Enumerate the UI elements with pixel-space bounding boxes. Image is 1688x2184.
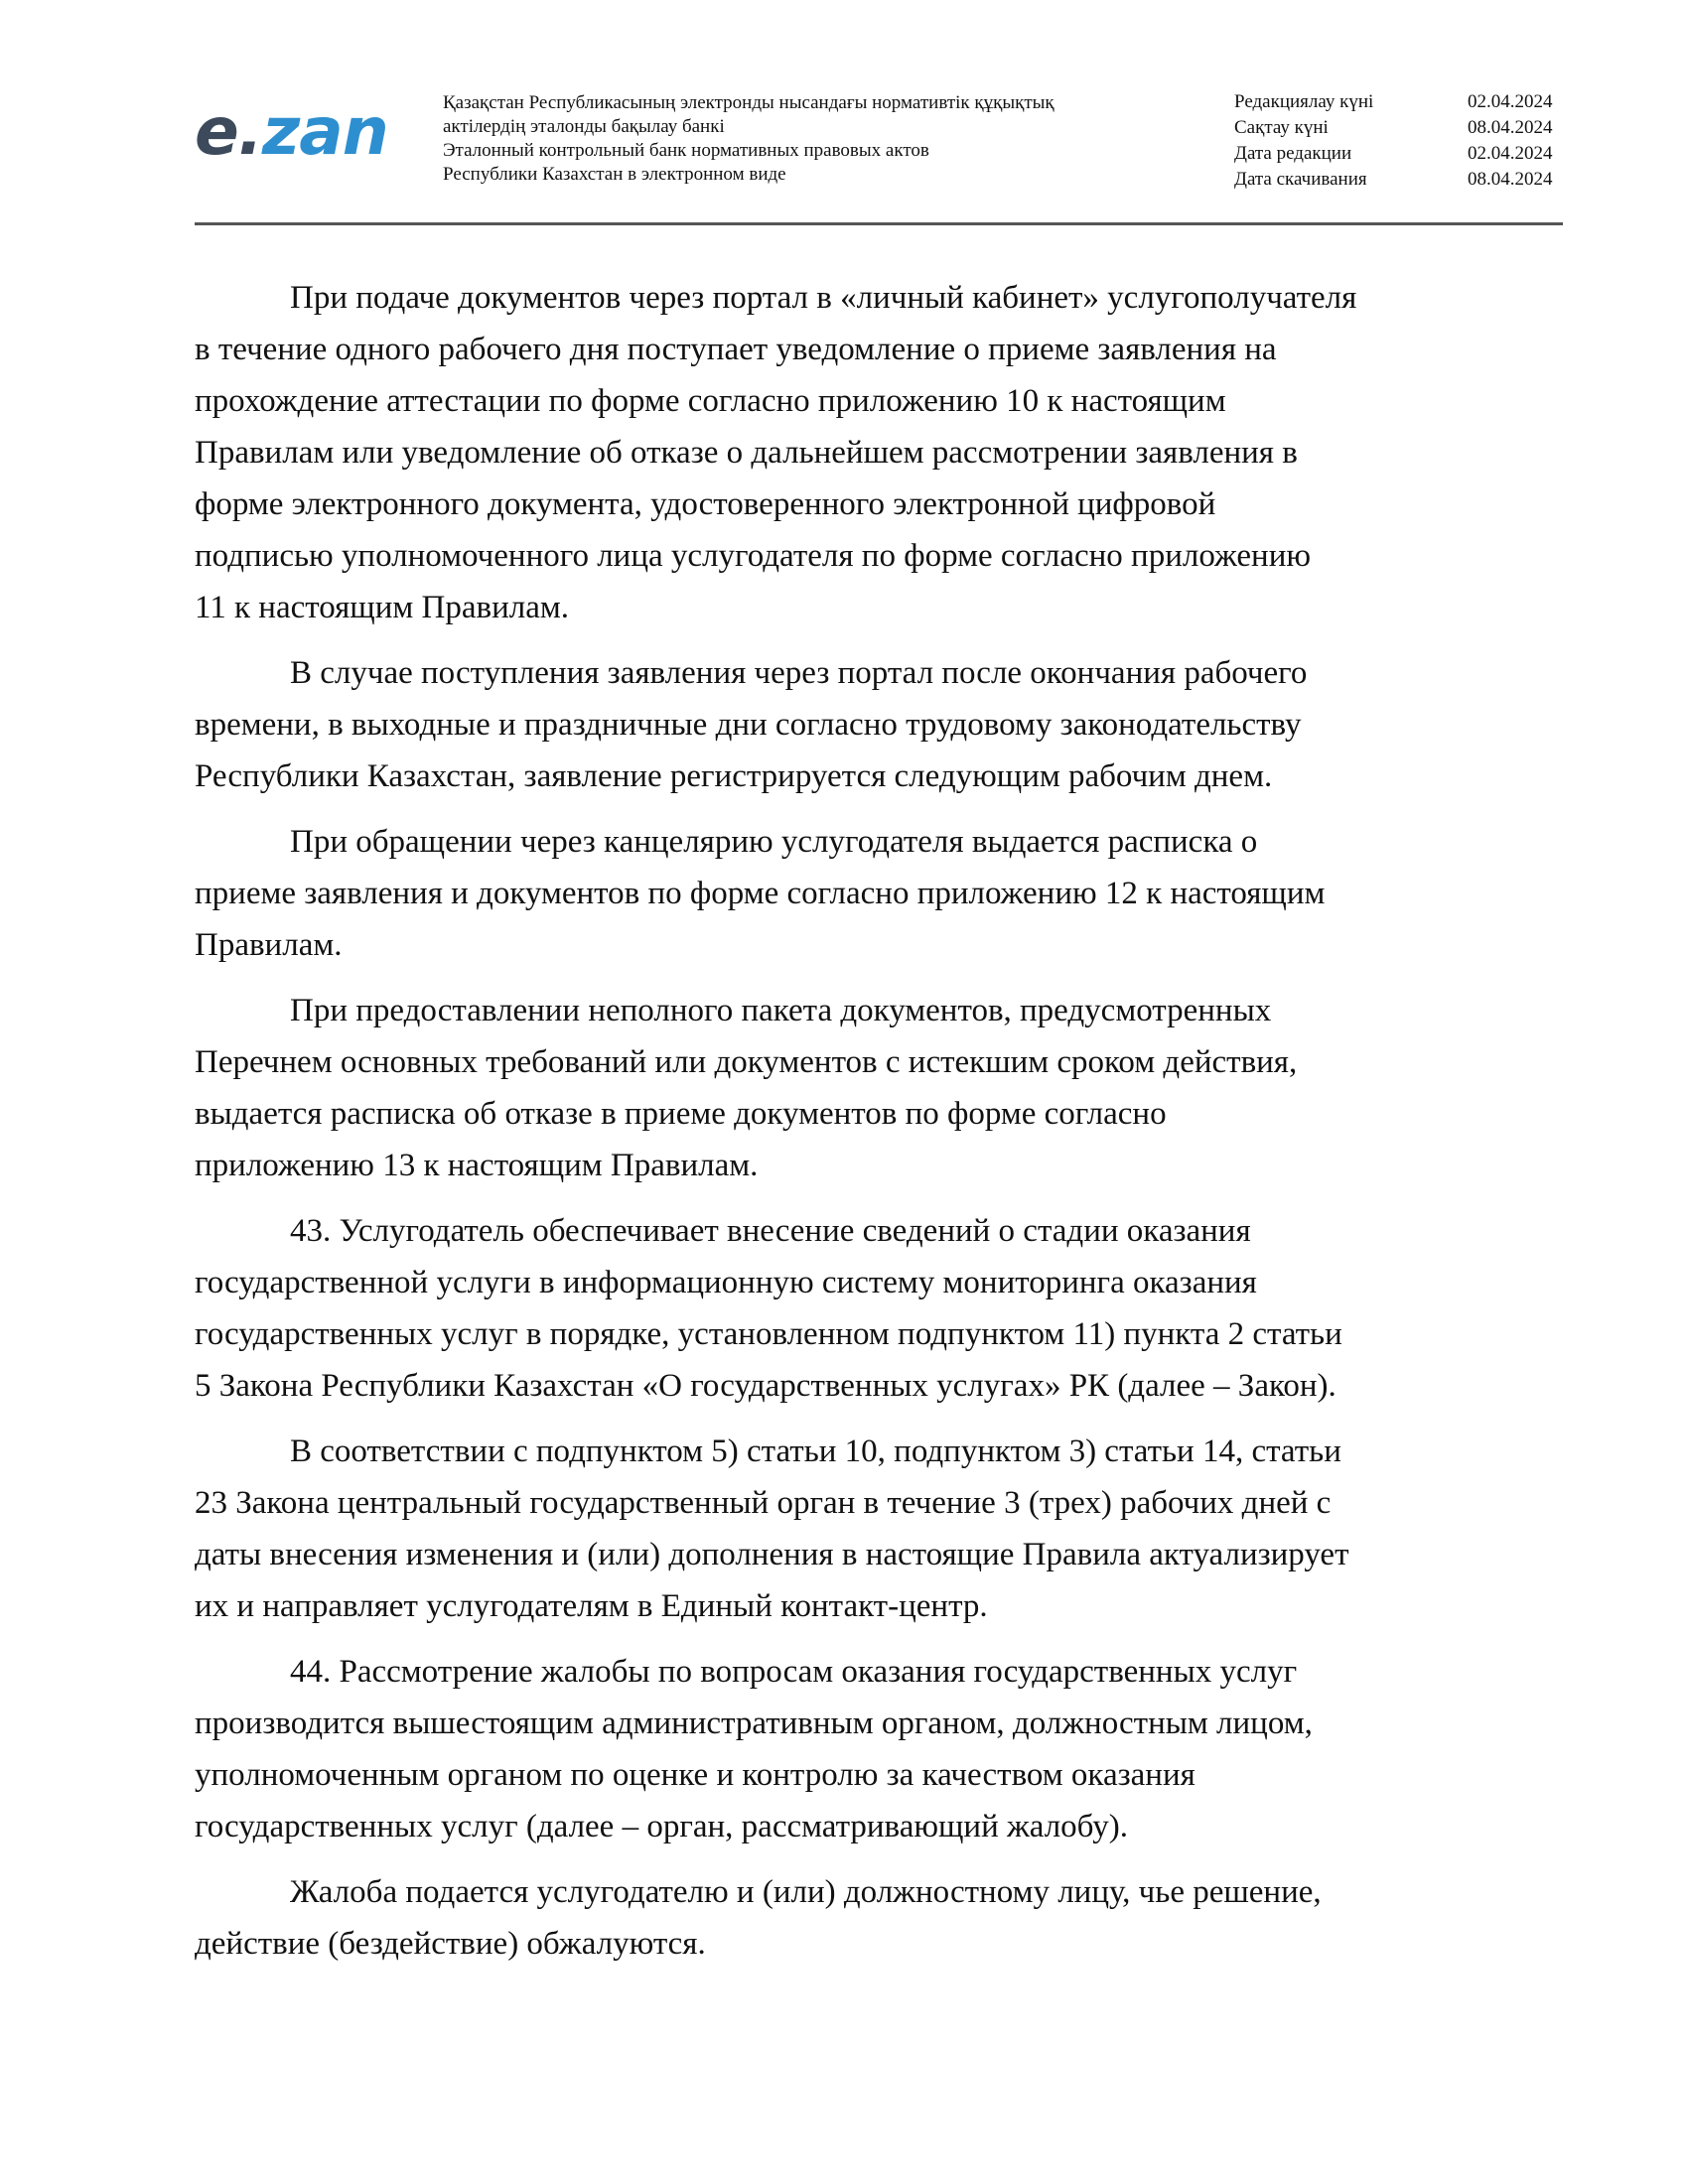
meta-label: Дата редакции [1234, 143, 1352, 164]
meta-row-save-date-kz [1234, 115, 1563, 141]
paragraph-line: В соответствии с подпунктом 5) статьи 10, подпунктом 3) статьи 14, статьи [290, 1433, 1341, 1469]
paragraph-line: даты внесения изменения и (или) дополнения в настоящие Правила актуализирует [195, 1537, 1349, 1572]
paragraph-line: действие (бездействие) обжалуются. [195, 1926, 706, 1962]
paragraph-line: государственных услуг (далее – орган, рассматривающий жалобу). [195, 1809, 1128, 1844]
meta-row-edit-date-ru [1234, 141, 1563, 167]
header-divider [195, 222, 1563, 225]
paragraph-line: Республики Казахстан, заявление регистрируется следующим рабочим днем. [195, 758, 1273, 794]
logo-part-e: e [195, 93, 238, 170]
paragraph-line: При подаче документов через портал в «личный кабинет» услугополучателя [290, 280, 1357, 316]
paragraph-line: приложению 13 к настоящим Правилам. [195, 1148, 759, 1183]
paragraph-line: выдается расписка об отказе в приеме документов по форме согласно [195, 1096, 1167, 1132]
paragraph-line: времени, в выходные и праздничные дни согласно трудовому законодательству [195, 707, 1302, 743]
header-description-line: Республики Казахстан в электронном виде [443, 164, 786, 185]
meta-value: 08.04.2024 [1468, 169, 1553, 190]
paragraph-line: 23 Закона центральный государственный орган в течение 3 (трех) рабочих дней с [195, 1485, 1332, 1521]
paragraph-line: Правилам или уведомление об отказе о дальнейшем рассмотрении заявления в [195, 435, 1298, 471]
paragraph-line: приеме заявления и документов по форме согласно приложению 12 к настоящим [195, 876, 1326, 911]
document-header [195, 85, 1563, 222]
paragraph-line: В случае поступления заявления через портал после окончания рабочего [290, 655, 1308, 691]
paragraph [195, 647, 1563, 802]
paragraph-line: 11 к настоящим Правилам. [195, 590, 569, 625]
meta-value: 02.04.2024 [1468, 91, 1553, 112]
paragraph-line: При обращении через канцелярию услугодателя выдается расписка о [290, 824, 1258, 860]
paragraph-line: Правилам. [195, 927, 343, 963]
paragraph-line: государственных услуг в порядке, установленном подпунктом 11) пункта 2 статьи [195, 1316, 1342, 1352]
paragraph [195, 985, 1563, 1191]
logo-part-zan: zan [261, 93, 388, 170]
paragraph-line: Жалоба подается услугодателю и (или) должностному лицу, чье решение, [290, 1874, 1322, 1910]
paragraph [195, 272, 1563, 633]
meta-row-edit-date-kz [1234, 89, 1563, 115]
meta-row-download-date-ru [1234, 167, 1563, 193]
paragraph-line: 43. Услугодатель обеспечивает внесение сведений о стадии оказания [290, 1213, 1251, 1249]
meta-value: 02.04.2024 [1468, 143, 1553, 164]
paragraph-line: уполномоченным органом по оценке и контролю за качеством оказания [195, 1757, 1196, 1793]
paragraph [195, 1646, 1563, 1852]
header-description [443, 91, 1098, 187]
paragraph-line: государственной услуги в информационную систему мониторинга оказания [195, 1265, 1257, 1300]
paragraph-line: Перечнем основных требований или документов с истекшим сроком действия, [195, 1044, 1298, 1080]
header-meta-table [1234, 89, 1563, 193]
paragraph-line: 5 Закона Республики Казахстан «О государственных услугах» РК (далее – Закон). [195, 1368, 1336, 1404]
paragraph-line: подписью уполномоченного лица услугодателя по форме согласно приложению [195, 538, 1312, 574]
paragraph-line: в течение одного рабочего дня поступает уведомление о приеме заявления на [195, 332, 1277, 367]
paragraph-line: производится вышестоящим административным органом, должностным лицом, [195, 1706, 1313, 1741]
paragraph-line: их и направляет услугодателям в Единый контакт-центр. [195, 1588, 988, 1624]
paragraph-line: форме электронного документа, удостоверенного электронной цифровой [195, 486, 1216, 522]
ezan-logo [195, 93, 388, 170]
paragraph-line: При предоставлении неполного пакета документов, предусмотренных [290, 993, 1272, 1028]
meta-label: Редакциялау күні [1234, 91, 1374, 112]
paragraph [195, 1866, 1563, 1970]
paragraph-line: 44. Рассмотрение жалобы по вопросам оказания государственных услуг [290, 1654, 1298, 1690]
header-description-line: Қазақстан Республикасының электронды нысандағы нормативтік құқықтық [443, 92, 1055, 113]
logo-dot: . [237, 93, 262, 170]
meta-label: Сақтау күні [1234, 117, 1329, 138]
paragraph [195, 1205, 1563, 1412]
paragraph [195, 816, 1563, 971]
paragraph-line: прохождение аттестации по форме согласно приложению 10 к настоящим [195, 383, 1226, 419]
meta-value: 08.04.2024 [1468, 117, 1553, 138]
header-description-line: актілердің эталонды бақылау банкі [443, 116, 725, 137]
header-description-line: Эталонный контрольный банк нормативных правовых актов [443, 140, 929, 161]
paragraph [195, 1426, 1563, 1632]
meta-label: Дата скачивания [1234, 169, 1367, 190]
document-body [195, 272, 1563, 1983]
